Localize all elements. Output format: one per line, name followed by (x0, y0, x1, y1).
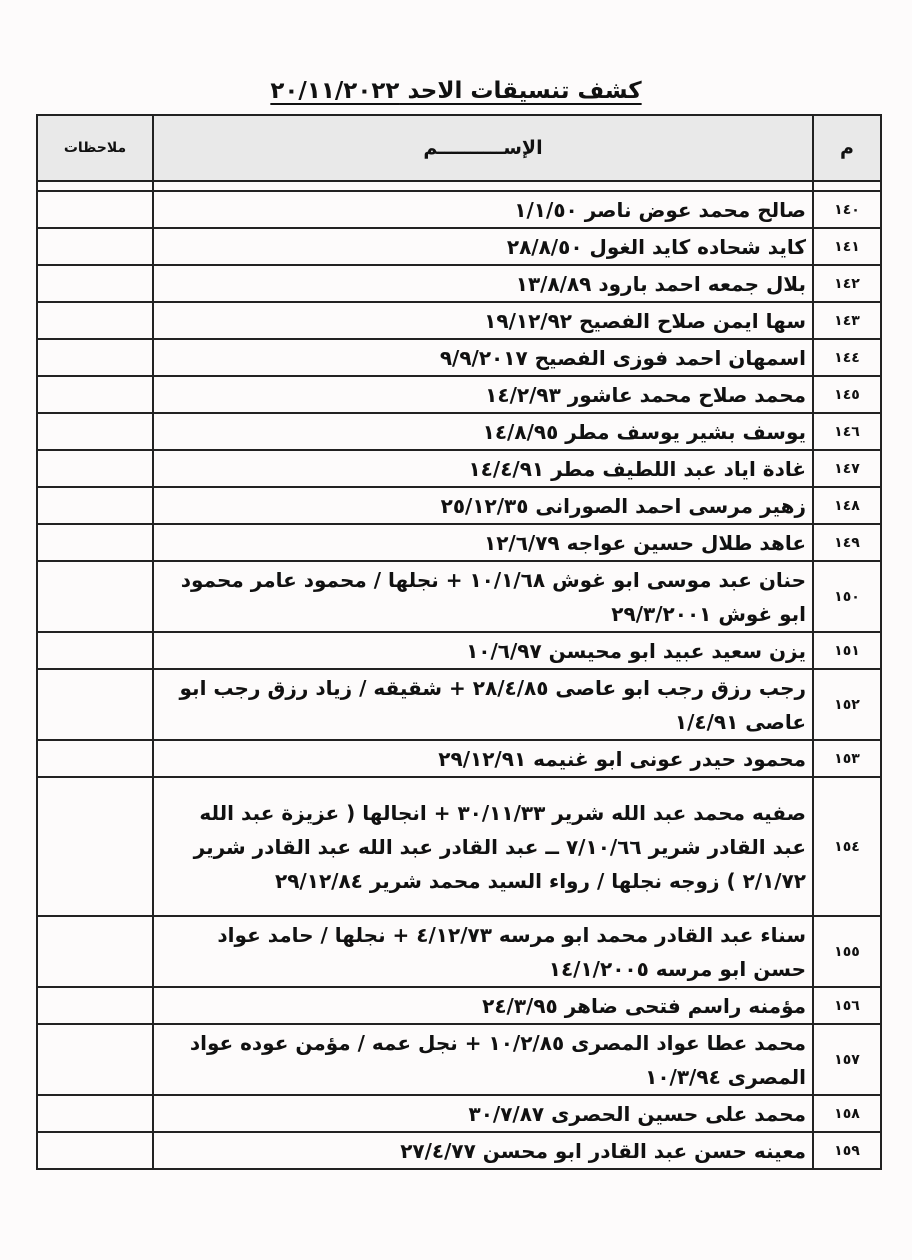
table-row (37, 632, 881, 669)
row-notes (37, 265, 153, 302)
row-notes (37, 487, 153, 524)
row-name: يزن سعيد عبيد ابو محيسن ١٠/٦/٩٧ (153, 632, 813, 669)
row-name: رجب رزق رجب ابو عاصى ٢٨/٤/٨٥ + شقيقه / زياد رزق رجب ابو عاصى ١/٤/٩١ (153, 669, 813, 740)
row-notes (37, 1132, 153, 1169)
row-notes (37, 740, 153, 777)
row-number: ١٤٨ (813, 487, 881, 524)
row-notes (37, 1095, 153, 1132)
row-number: ١٥٧ (813, 1024, 881, 1095)
row-name: غادة اياد عبد اللطيف مطر ١٤/٤/٩١ (153, 450, 813, 487)
row-name: محمد عطا عواد المصرى ١٠/٢/٨٥ + نجل عمه / مؤمن عوده عواد المصرى ١٠/٣/٩٤ (153, 1024, 813, 1095)
row-number: ١٥٨ (813, 1095, 881, 1132)
row-notes (37, 669, 153, 740)
table-row (37, 339, 881, 376)
table-row (37, 987, 881, 1024)
row-name: يوسف بشير يوسف مطر ١٤/٨/٩٥ (153, 413, 813, 450)
row-notes (37, 302, 153, 339)
row-name: صالح محمد عوض ناصر ١/١/٥٠ (153, 191, 813, 228)
row-name: سها ايمن صلاح الفصيح ١٩/١٢/٩٢ (153, 302, 813, 339)
row-notes (37, 524, 153, 561)
table-row (37, 1132, 881, 1169)
row-name: حنان عبد موسى ابو غوش ١٠/١/٦٨ + نجلها / محمود عامر محمود ابو غوش ٢٩/٣/٢٠٠١ (153, 561, 813, 632)
table-row (37, 916, 881, 987)
column-header-name: الإســــــــــم (153, 115, 813, 181)
table-row (37, 302, 881, 339)
row-notes (37, 632, 153, 669)
table-row (37, 1095, 881, 1132)
coordination-table (36, 114, 882, 1170)
row-notes (37, 561, 153, 632)
row-notes (37, 339, 153, 376)
row-notes (37, 376, 153, 413)
table-row (37, 561, 881, 632)
table-row (37, 413, 881, 450)
row-notes (37, 1024, 153, 1095)
row-number: ١٤١ (813, 228, 881, 265)
row-number: ١٤٦ (813, 413, 881, 450)
page-title: كشف تنسيقات الاحد ٢٠/١١/٢٠٢٢ (270, 78, 642, 104)
row-name: محمود حيدر عونى ابو غنيمه ٢٩/١٢/٩١ (153, 740, 813, 777)
row-name: مؤمنه راسم فتحى ضاهر ٢٤/٣/٩٥ (153, 987, 813, 1024)
row-number: ١٤٢ (813, 265, 881, 302)
row-notes (37, 916, 153, 987)
row-number: ١٥٢ (813, 669, 881, 740)
row-notes (37, 413, 153, 450)
row-name: معينه حسن عبد القادر ابو محسن ٢٧/٤/٧٧ (153, 1132, 813, 1169)
table-header-row (37, 115, 881, 181)
row-number: ١٤٧ (813, 450, 881, 487)
column-header-notes: ملاحظات (37, 115, 153, 181)
row-number: ١٥٦ (813, 987, 881, 1024)
row-number: ١٥٠ (813, 561, 881, 632)
row-number: ١٥٩ (813, 1132, 881, 1169)
row-name: محمد صلاح محمد عاشور ١٤/٢/٩٣ (153, 376, 813, 413)
column-header-number: م (813, 115, 881, 181)
row-name: سناء عبد القادر محمد ابو مرسه ٤/١٢/٧٣ + نجلها / حامد عواد حسن ابو مرسه ١٤/١/٢٠٠٥ (153, 916, 813, 987)
table-row (37, 524, 881, 561)
row-name: محمد على حسين الحصرى ٣٠/٧/٨٧ (153, 1095, 813, 1132)
row-number: ١٤٠ (813, 191, 881, 228)
row-number: ١٥٥ (813, 916, 881, 987)
table-row (37, 376, 881, 413)
table-row (37, 669, 881, 740)
table-row (37, 191, 881, 228)
table-row (37, 740, 881, 777)
row-notes (37, 228, 153, 265)
row-name: عاهد طلال حسين عواجه ١٢/٦/٧٩ (153, 524, 813, 561)
row-number: ١٥٣ (813, 740, 881, 777)
row-notes (37, 987, 153, 1024)
row-number: ١٥١ (813, 632, 881, 669)
row-name: كايد شحاده كايد الغول ٢٨/٨/٥٠ (153, 228, 813, 265)
table-row (37, 228, 881, 265)
row-number: ١٤٤ (813, 339, 881, 376)
table-row (37, 265, 881, 302)
row-notes (37, 777, 153, 916)
row-number: ١٤٩ (813, 524, 881, 561)
row-number: ١٥٤ (813, 777, 881, 916)
row-number: ١٤٣ (813, 302, 881, 339)
table-row (37, 487, 881, 524)
row-name: اسمهان احمد فوزى الفصيح ٩/٩/٢٠١٧ (153, 339, 813, 376)
header-gap (37, 181, 881, 191)
table-row (37, 777, 881, 916)
table-row (37, 1024, 881, 1095)
row-name: صفيه محمد عبد الله شرير ٣٠/١١/٣٣ + انجالها ( عزيزة عبد الله عبد القادر شرير ٧/١٠/٦٦ ــ عبد القادر عبد الله عبد القادر شرير ٢/١/٧٢ ) زوجه نجلها / رواء السيد محمد شرير ٢٩/١٢/٨٤ (153, 777, 813, 916)
table-row (37, 450, 881, 487)
row-name: بلال جمعه احمد بارود ١٣/٨/٨٩ (153, 265, 813, 302)
row-number: ١٤٥ (813, 376, 881, 413)
row-name: زهير مرسى احمد الصورانى ٢٥/١٢/٣٥ (153, 487, 813, 524)
row-notes (37, 191, 153, 228)
row-notes (37, 450, 153, 487)
